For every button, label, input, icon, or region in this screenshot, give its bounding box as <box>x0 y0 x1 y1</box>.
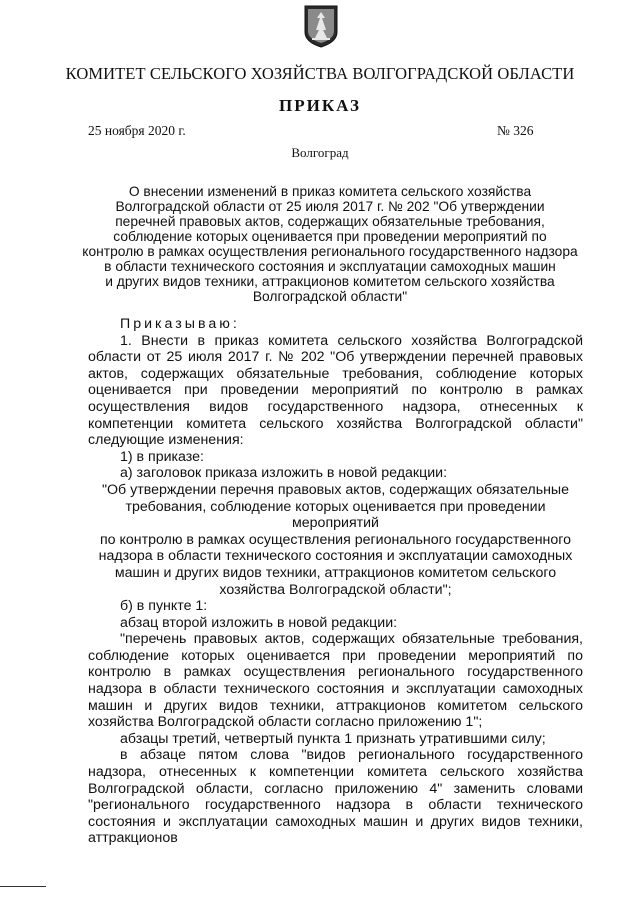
order-body <box>88 316 583 847</box>
order-number: № 326 <box>497 123 534 138</box>
subject-line: в области технического состояния и эксплуатации самоходных машин <box>104 259 556 274</box>
paragraph-quoted-list: "перечень правовых актов, содержащих обязательные требования, соблюдение которых оценивается при проведении мероприятий по контролю в рамках осуществления регионального государственного надзора в области технического состояния и эксплуатации самоходных машин и других видов техники, аттракционов комитетом сельского хозяйства Волгоградской области согласно приложению 1"; <box>88 631 583 731</box>
quote-line: машин и других видов техники, аттракционов комитетом сельского <box>114 564 557 581</box>
order-city: Волгоград <box>291 145 349 160</box>
subject-line: контролю в рамках осуществления регионального государственного надзора <box>82 244 578 259</box>
subject-line: Волгоградской области от 25 июля 2017 г. № 202 "Об утверждении <box>115 199 545 214</box>
subject-line: соблюдение которых оценивается при проведении мероприятий по <box>113 229 547 244</box>
subject-line: О внесении изменений в приказ комитета сельского хозяйства <box>128 184 532 199</box>
order-subject <box>80 184 580 304</box>
paragraph-repeal: абзацы третий, четвертый пункта 1 признать утратившими силу; <box>120 730 546 747</box>
committee-name: КОМИТЕТ СЕЛЬСКОГО ХОЗЯЙСТВА ВОЛГОГРАДСКОЙ ОБЛАСТИ <box>65 64 575 83</box>
subject-line: и других видов техники, аттракционов комитетом сельского хозяйства <box>105 274 555 289</box>
subject-line: перечней правовых актов, содержащих обязательные требования, <box>115 214 545 229</box>
quote-line: надзора в области технического состояния и эксплуатации самоходных <box>98 548 573 565</box>
order-directive: Приказываю: <box>120 316 240 332</box>
quote-line: требования, соблюдение которых оценивается при проведении мероприятий <box>125 498 546 532</box>
paragraph-second-abzac: абзац второй изложить в новой редакции: <box>120 614 398 631</box>
paragraph-replacement: в абзаце пятом слова "видов регионального государственного надзора, отнесенных к компетенции комитета сельского хозяйства Волгоградской области, согласно приложению 4" заменить словами "регионального государственного надзора в области технического состояния и эксплуатации самоходных машин и других видов техники, аттракционов <box>88 747 583 847</box>
subject-line: Волгоградской области" <box>252 289 408 304</box>
document-title: ПРИКАЗ <box>279 96 361 115</box>
quoted-new-title <box>88 482 583 598</box>
quote-line: хозяйства Волгоградской области"; <box>219 581 452 598</box>
quote-line: "Об утверждении перечня правовых актов, содержащих обязательные <box>101 481 570 498</box>
order-date: 25 ноября 2020 г. <box>88 123 186 138</box>
quote-line: по контролю в рамках осуществления регионального государственного <box>99 531 572 548</box>
paragraph-subitem-1: 1) в приказе: <box>120 448 204 465</box>
footnote-divider <box>0 886 46 887</box>
paragraph-1: 1. Внести в приказ комитета сельского хозяйства Волгоградской области от 25 июля 2017 г. № 202 "Об утверждении перечней правовых актов, содержащих обязательные требования, соблюдение которых оценивается при проведении мероприятий по контролю в рамках осуществления видов государственного надзора, отнесенных к компетенции комитета сельского хозяйства Волгоградской области" следующие изменения: <box>88 332 583 449</box>
paragraph-subitem-a: а) заголовок приказа изложить в новой редакции: <box>120 465 448 482</box>
coat-of-arms-icon <box>303 4 339 48</box>
paragraph-subitem-b: б) в пункте 1: <box>120 598 208 615</box>
